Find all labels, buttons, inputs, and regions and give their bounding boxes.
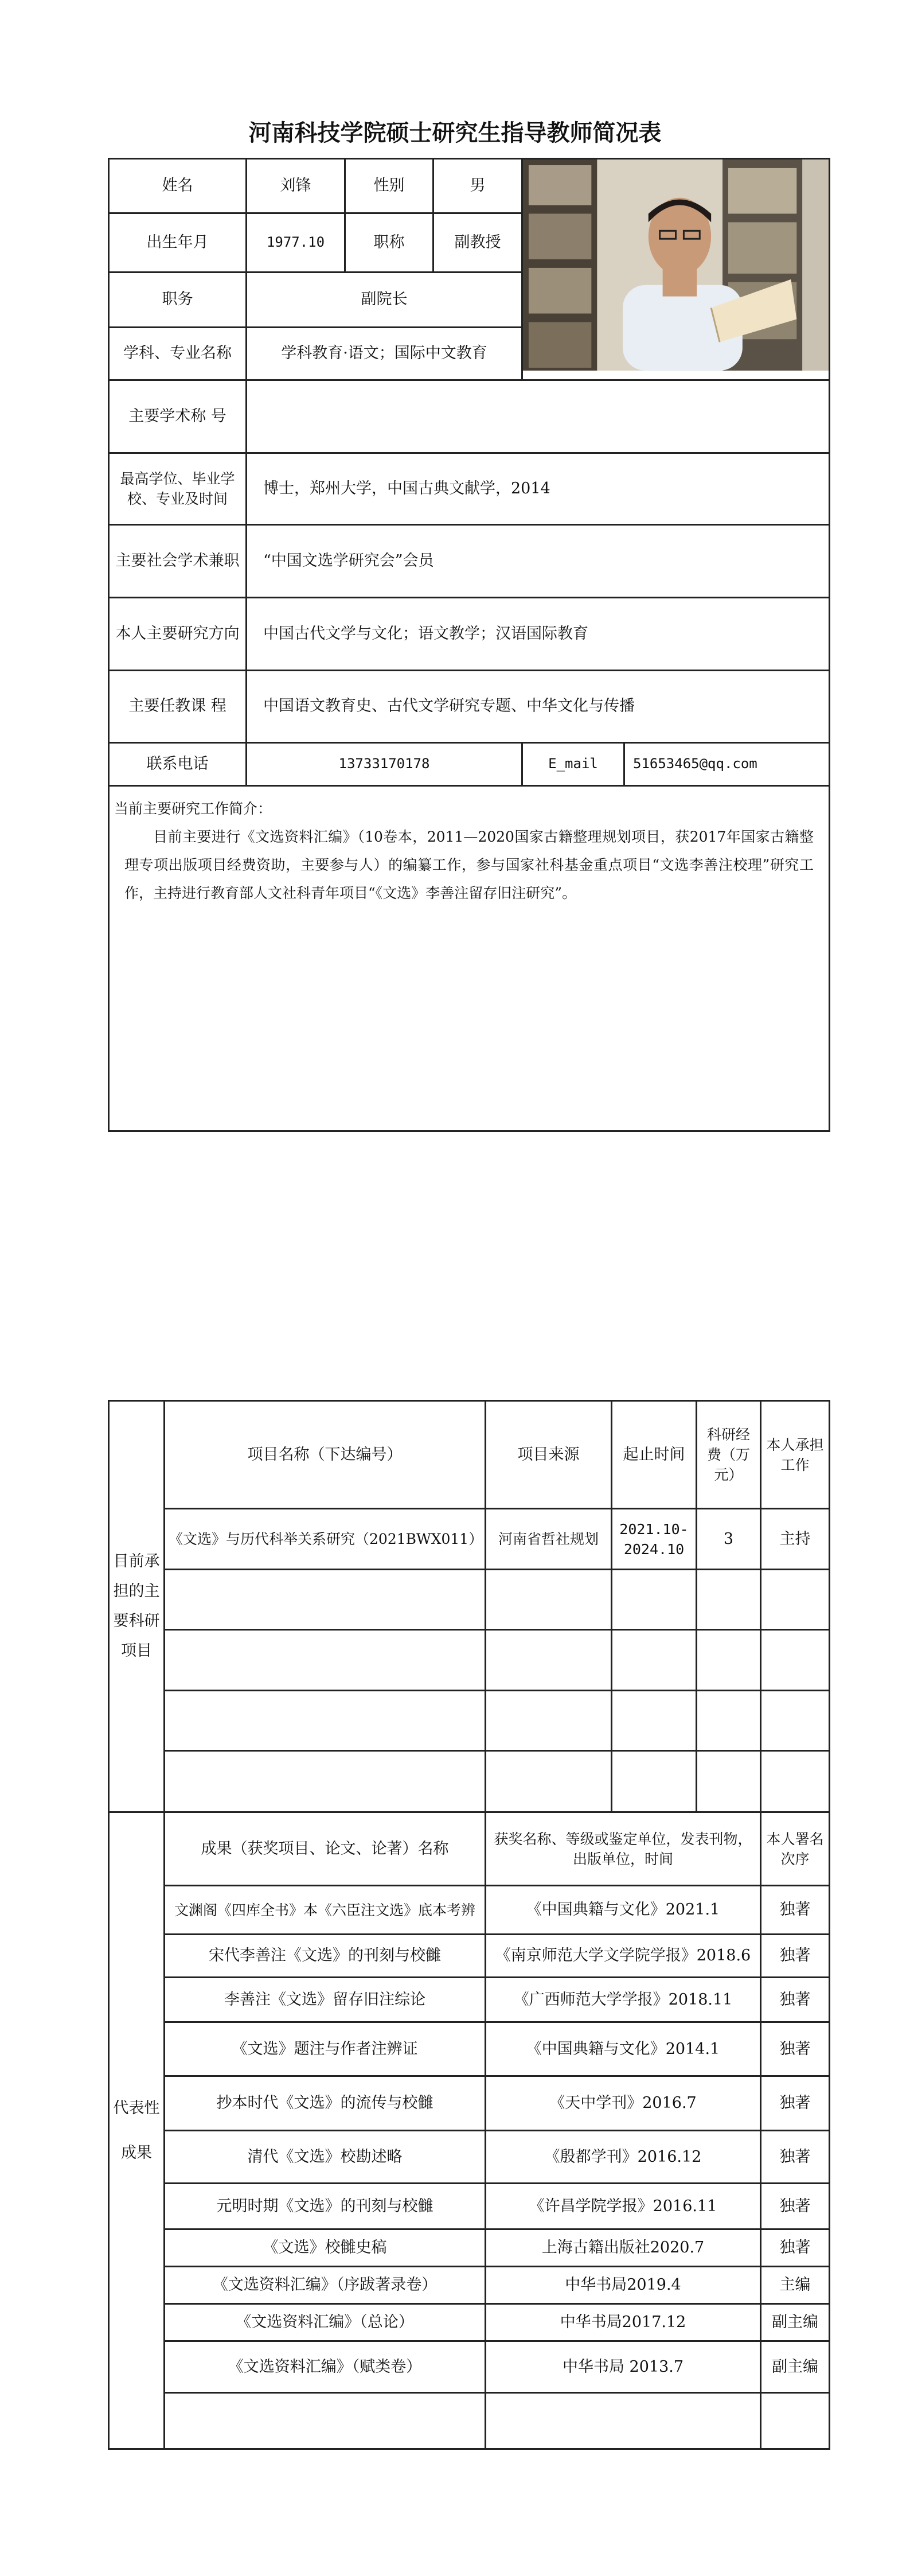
photo-cell <box>522 159 830 380</box>
project-name <box>165 1570 486 1630</box>
project-role: 主持 <box>761 1509 830 1570</box>
intro-heading: 当前主要研究工作简介： <box>114 800 272 817</box>
project-source: 河南省哲社规划 <box>486 1509 612 1570</box>
achievement-name <box>165 2393 486 2449</box>
project-funding <box>697 1691 761 1751</box>
project-funding <box>697 1751 761 1812</box>
project-funding: 3 <box>697 1509 761 1570</box>
achievement-pub: 《殷都学刊》2016.12 <box>486 2131 761 2184</box>
achievement-pub: 《南京师范大学文学院学报》2018.6 <box>486 1935 761 1978</box>
table-row <box>109 1630 830 1691</box>
page-title: 河南科技学院硕士研究生指导教师简况表 <box>248 120 662 146</box>
achievement-pub: 《中国典籍与文化》2021.1 <box>486 1886 761 1935</box>
achievement-pub: 中华书局 2013.7 <box>486 2341 761 2393</box>
discipline-value: 学科教育·语文；国际中文教育 <box>247 327 522 380</box>
rank-value: 副教授 <box>433 213 522 272</box>
achievement-pub: 上海古籍出版社2020.7 <box>486 2229 761 2267</box>
project-period <box>612 1570 697 1630</box>
achievement-name: 《文选资料汇编》（总论） <box>165 2304 486 2341</box>
project-name <box>165 1630 486 1691</box>
table-row <box>109 2131 830 2184</box>
table-row <box>109 1935 830 1978</box>
achievement-pub <box>486 2393 761 2449</box>
project-role <box>761 1630 830 1691</box>
project-period <box>612 1691 697 1751</box>
achievement-name: 《文选》校雠史稿 <box>165 2229 486 2267</box>
project-funding <box>697 1630 761 1691</box>
project-period <box>612 1751 697 1812</box>
achievement-name: 元明时期《文选》的刊刻与校雠 <box>165 2184 486 2229</box>
project-role-header: 本人承担工作 <box>761 1401 830 1509</box>
achievement-pub: 《许昌学院学报》2016.11 <box>486 2184 761 2229</box>
project-period: 2021.10-2024.10 <box>612 1509 697 1570</box>
courses-label: 主要任教课 程 <box>109 670 247 742</box>
project-name <box>165 1751 486 1812</box>
achievement-pub-header: 获奖名称、等级或鉴定单位，发表刊物，出版单位，时间 <box>486 1812 761 1886</box>
research-label: 本人主要研究方向 <box>109 597 247 670</box>
profile-table <box>108 158 830 1132</box>
achievement-name: 抄本时代《文选》的流传与校雠 <box>165 2076 486 2131</box>
project-period <box>612 1630 697 1691</box>
courses-value: 中国语文教育史、古代文学研究专题、中华文化与传播 <box>247 670 830 742</box>
table-row <box>109 2304 830 2341</box>
project-source <box>486 1570 612 1630</box>
table-row <box>109 1751 830 1812</box>
achievement-pub: 《广西师范大学学报》2018.11 <box>486 1978 761 2022</box>
project-source <box>486 1691 612 1751</box>
achievement-pub: 中华书局2017.12 <box>486 2304 761 2341</box>
academic-title-label: 主要学术称 号 <box>109 380 247 453</box>
phone-value: 13733170178 <box>247 742 522 785</box>
name-label: 姓名 <box>109 159 247 213</box>
table-row <box>109 2267 830 2304</box>
projects-side-label: 目前承担的主要科研项目 <box>109 1401 165 1812</box>
society-value: “中国文选学研究会”会员 <box>247 524 830 597</box>
post-label: 职务 <box>109 272 247 327</box>
project-period-header: 起止时间 <box>612 1401 697 1509</box>
gender-label: 性别 <box>345 159 433 213</box>
achievement-order: 独著 <box>761 1886 830 1935</box>
achievement-order: 副主编 <box>761 2341 830 2393</box>
achievement-name: 李善注《文选》留存旧注综论 <box>165 1978 486 2022</box>
rank-label: 职称 <box>345 213 433 272</box>
achievement-order-header: 本人署名次序 <box>761 1812 830 1886</box>
achievement-order: 独著 <box>761 2184 830 2229</box>
achievement-order: 副主编 <box>761 2304 830 2341</box>
achievement-order: 独著 <box>761 2131 830 2184</box>
academic-title-value <box>247 380 830 453</box>
achievement-order: 独著 <box>761 2022 830 2076</box>
project-name <box>165 1691 486 1751</box>
achievement-name: 《文选资料汇编》（序跋著录卷） <box>165 2267 486 2304</box>
table-row <box>109 1886 830 1935</box>
table-row <box>109 2393 830 2449</box>
birth-label: 出生年月 <box>109 213 247 272</box>
table-row <box>109 2341 830 2393</box>
intro-cell <box>109 785 830 1131</box>
project-name: 《文选》与历代科举关系研究（2021BWX011） <box>165 1509 486 1570</box>
achievement-order <box>761 2393 830 2449</box>
table-row <box>109 1509 830 1570</box>
achievements-side-label: 代表性成果 <box>109 1812 165 2449</box>
achievement-name: 《文选》题注与作者注辨证 <box>165 2022 486 2076</box>
table-row <box>109 2022 830 2076</box>
achievement-order: 主编 <box>761 2267 830 2304</box>
project-source <box>486 1630 612 1691</box>
project-funding-header: 科研经费（万元） <box>697 1401 761 1509</box>
project-role <box>761 1691 830 1751</box>
research-value: 中国古代文学与文化；语文教学；汉语国际教育 <box>247 597 830 670</box>
project-source-header: 项目来源 <box>486 1401 612 1509</box>
achievement-order: 独著 <box>761 2076 830 2131</box>
discipline-label: 学科、专业名称 <box>109 327 247 380</box>
post-value: 副院长 <box>247 272 522 327</box>
project-funding <box>697 1570 761 1630</box>
birth-value: 1977.10 <box>247 213 345 272</box>
table-row <box>109 2184 830 2229</box>
table-row <box>109 2229 830 2267</box>
achievement-name: 文渊阁《四库全书》本《六臣注文选》底本考辨 <box>165 1886 486 1935</box>
phone-label: 联系电话 <box>109 742 247 785</box>
achievement-name: 宋代李善注《文选》的刊刻与校雠 <box>165 1935 486 1978</box>
project-role <box>761 1570 830 1630</box>
achievement-pub: 《天中学刊》2016.7 <box>486 2076 761 2131</box>
intro-text: 目前主要进行《文选资料汇编》（10卷本，2011—2020国家古籍整理规划项目，获2017年国家古籍整理专项出版项目经费资助，主要参与人）的编纂工作，参与国家社科基金重点项目“文选李善注校理”研究工作，主持进行教育部人文社科青年项目“《文选》李善注留存旧注研究”。 <box>124 828 814 901</box>
email-value: 51653465@qq.com <box>624 742 830 785</box>
degree-value: 博士，郑州大学，中国古典文献学，2014 <box>247 453 830 524</box>
project-source <box>486 1751 612 1812</box>
table-row <box>109 1978 830 2022</box>
achievement-order: 独著 <box>761 1978 830 2022</box>
achievement-name-header: 成果（获奖项目、论文、论著）名称 <box>165 1812 486 1886</box>
project-name-header: 项目名称（下达编号） <box>165 1401 486 1509</box>
table-row <box>109 2076 830 2131</box>
achievement-pub: 中华书局2019.4 <box>486 2267 761 2304</box>
table-row <box>109 1570 830 1630</box>
table-row <box>109 1691 830 1751</box>
achievement-name: 清代《文选》校勘述略 <box>165 2131 486 2184</box>
portrait-photo <box>523 159 829 379</box>
achievement-order: 独著 <box>761 2229 830 2267</box>
degree-label: 最高学位、毕业学校、专业及时间 <box>109 453 247 524</box>
achievement-order: 独著 <box>761 1935 830 1978</box>
email-label: E_mail <box>522 742 624 785</box>
gender-value: 男 <box>433 159 522 213</box>
achievement-pub: 《中国典籍与文化》2014.1 <box>486 2022 761 2076</box>
research-table <box>108 1400 830 2450</box>
project-role <box>761 1751 830 1812</box>
society-label: 主要社会学术兼职 <box>109 524 247 597</box>
name-value: 刘锋 <box>247 159 345 213</box>
achievement-name: 《文选资料汇编》（赋类卷） <box>165 2341 486 2393</box>
